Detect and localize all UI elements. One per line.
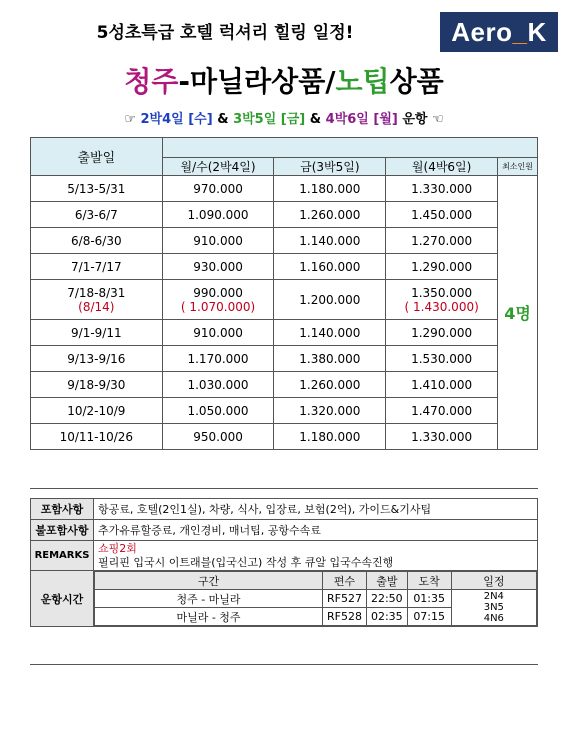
- departure-date: 9/1-9/11: [71, 325, 122, 340]
- remarks-label: REMARKS: [31, 541, 94, 571]
- flight-2-route: 마닐라 - 청주: [95, 608, 323, 626]
- price-cell: [386, 228, 498, 254]
- header-col-3: 월(4박6일): [386, 158, 498, 176]
- departure-date: 6/8-6/30: [71, 233, 122, 248]
- price-cell: [386, 254, 498, 280]
- price-cell: [386, 398, 498, 424]
- header-departure: 출발일: [31, 138, 163, 176]
- price-cell: [31, 424, 163, 450]
- price-value: 1.330.000: [411, 429, 473, 444]
- schedule-lead: ☞: [124, 112, 141, 127]
- price-value: 1.180.000: [299, 181, 361, 196]
- price-cell: [274, 176, 386, 202]
- table-row: [31, 320, 538, 346]
- price-cell: [274, 398, 386, 424]
- price-cell: [31, 346, 163, 372]
- schedule-tail: 운항 ☜: [397, 112, 444, 127]
- header-min-people: 최소인원: [498, 158, 538, 176]
- price-cell: [386, 320, 498, 346]
- schedule-option-2: 3박5일 [금]: [233, 112, 306, 127]
- flight-2-number: RF528: [323, 608, 367, 626]
- price-table: [30, 137, 538, 450]
- itinerary-1: 2N4: [483, 591, 504, 602]
- flight-2-arr: 07:15: [407, 608, 451, 626]
- departure-date: 9/13-9/16: [67, 351, 126, 366]
- header-col-2: 금(3박5일): [274, 158, 386, 176]
- table-row: [31, 424, 538, 450]
- departure-date: 9/18-9/30: [67, 377, 126, 392]
- schedule-amp-1: &: [212, 112, 234, 127]
- price-cell: [31, 280, 163, 320]
- headline-city: 청주: [124, 65, 179, 98]
- price-cell: [274, 254, 386, 280]
- price-cell: [274, 280, 386, 320]
- logo-text-left: Aero: [451, 16, 513, 47]
- table-row: [31, 346, 538, 372]
- headline-notip: 노팁: [335, 65, 390, 98]
- price-cell: [386, 372, 498, 398]
- price-value: 1.290.000: [411, 259, 473, 274]
- price-cell: [162, 254, 274, 280]
- flight-table: [94, 571, 537, 626]
- price-cell: [386, 424, 498, 450]
- logo-text-right: K: [527, 16, 547, 47]
- table-row: [31, 254, 538, 280]
- price-cell: [274, 372, 386, 398]
- price-value: 1.270.000: [411, 233, 473, 248]
- table-row: [31, 372, 538, 398]
- price-value: 1.090.000: [187, 207, 249, 222]
- price-value: 1.170.000: [187, 351, 249, 366]
- price-cell: [31, 202, 163, 228]
- flight-header-dep: 출발: [366, 572, 407, 590]
- table-row: [31, 228, 538, 254]
- price-cell: [162, 372, 274, 398]
- departure-date: 7/18-8/31: [67, 285, 126, 300]
- price-value: 1.260.000: [299, 377, 361, 392]
- table-row: [31, 280, 538, 320]
- price-cell: [31, 320, 163, 346]
- flight-header-itin: 일정: [451, 572, 536, 590]
- product-headline: [0, 60, 568, 100]
- remarks-entry: 필리핀 입국시 이트래블(입국신고) 작성 후 큐알 입국수속진행: [98, 555, 394, 569]
- flight-label: 운항시간: [31, 571, 94, 627]
- price-value: 1.320.000: [299, 403, 361, 418]
- departure-date: 7/1-7/17: [71, 259, 122, 274]
- schedule-amp-2: &: [305, 112, 326, 127]
- price-cell: [162, 424, 274, 450]
- price-value: 990.000: [193, 285, 243, 300]
- price-cell: [162, 176, 274, 202]
- price-value: 1.470.000: [411, 403, 473, 418]
- price-value: 1.160.000: [299, 259, 361, 274]
- price-value: 1.410.000: [411, 377, 473, 392]
- schedule-line: [0, 108, 568, 127]
- price-value: 1.030.000: [187, 377, 249, 392]
- price-value: 1.050.000: [187, 403, 249, 418]
- headline-product: 상품: [389, 65, 444, 98]
- price-value: 1.140.000: [299, 325, 361, 340]
- divider-top: [30, 488, 538, 489]
- price-cell: [31, 372, 163, 398]
- price-value: 1.380.000: [299, 351, 361, 366]
- price-cell: [162, 320, 274, 346]
- price-cell: [274, 320, 386, 346]
- min-people-value: 4명: [498, 176, 538, 450]
- included-text: 항공료, 호텔(2인1실), 차량, 식사, 입장료, 보험(2억), 가이드&기사팁: [94, 499, 538, 520]
- flight-1-arr: 01:35: [407, 590, 451, 608]
- price-cell: [386, 280, 498, 320]
- price-value: 1.330.000: [411, 181, 473, 196]
- price-value: 1.450.000: [411, 207, 473, 222]
- price-value: 910.000: [193, 325, 243, 340]
- price-cell: [31, 176, 163, 202]
- price-note: ( 1.070.000): [180, 299, 256, 314]
- schedule-option-3: 4박6일 [월]: [325, 112, 398, 127]
- departure-date: 10/2-10/9: [67, 403, 126, 418]
- headline-route: -마닐라상품/: [178, 65, 336, 98]
- price-cell: [274, 424, 386, 450]
- excluded-label: 불포함사항: [31, 520, 94, 541]
- header-col-1: 월/수(2박4일): [162, 158, 274, 176]
- page-title: 5성초특급 호텔 럭셔리 힐링 일정!: [96, 23, 354, 43]
- price-cell: [386, 202, 498, 228]
- price-value: 970.000: [193, 181, 243, 196]
- price-note: ( 1.430.000): [404, 299, 479, 314]
- header-spacer: [162, 138, 537, 158]
- flight-2-dep: 02:35: [366, 608, 407, 626]
- price-value: 1.350.000: [411, 285, 473, 300]
- table-row: [31, 202, 538, 228]
- info-table: [30, 498, 538, 627]
- price-cell: [162, 398, 274, 424]
- flight-1-dep: 22:50: [366, 590, 407, 608]
- price-cell: [31, 398, 163, 424]
- price-value: 1.260.000: [299, 207, 361, 222]
- divider-bottom: [30, 664, 538, 665]
- departure-date: 5/13-5/31: [67, 181, 126, 196]
- table-row: [31, 398, 538, 424]
- price-value: 930.000: [193, 259, 243, 274]
- flight-header-route: 구간: [95, 572, 323, 590]
- included-label: 포함사항: [31, 499, 94, 520]
- price-value: 910.000: [193, 233, 243, 248]
- price-value: 1.290.000: [411, 325, 473, 340]
- price-value: 1.200.000: [299, 292, 361, 307]
- logo-bar: _: [512, 16, 528, 47]
- price-cell: [386, 346, 498, 372]
- price-cell: [162, 202, 274, 228]
- excluded-text: 추가유류할증료, 개인경비, 매너팁, 공항수속료: [94, 520, 538, 541]
- flight-1-route: 청주 - 마닐라: [95, 590, 323, 608]
- departure-date: 6/3-6/7: [74, 207, 118, 222]
- flight-1-number: RF527: [323, 590, 367, 608]
- itinerary-2: 3N5: [483, 602, 504, 613]
- price-value: 1.140.000: [299, 233, 361, 248]
- price-cell: [386, 176, 498, 202]
- price-value: 1.530.000: [411, 351, 473, 366]
- price-cell: [274, 346, 386, 372]
- price-cell: [31, 228, 163, 254]
- price-value: 950.000: [193, 429, 243, 444]
- itinerary-3: 4N6: [483, 613, 504, 624]
- flight-header-arr: 도착: [407, 572, 451, 590]
- remarks-shopping: 쇼핑2회: [98, 541, 137, 555]
- price-cell: [274, 202, 386, 228]
- schedule-option-1: 2박4일 [수]: [140, 112, 213, 127]
- price-note: (8/14): [78, 299, 115, 314]
- price-cell: [162, 346, 274, 372]
- departure-date: 10/11-10/26: [59, 429, 134, 444]
- table-row: [31, 176, 538, 202]
- price-cell: [162, 280, 274, 320]
- price-cell: [162, 228, 274, 254]
- flight-header-flight: 편수: [323, 572, 367, 590]
- price-value: 1.180.000: [299, 429, 361, 444]
- price-cell: [274, 228, 386, 254]
- price-cell: [31, 254, 163, 280]
- aerok-logo: [440, 12, 558, 52]
